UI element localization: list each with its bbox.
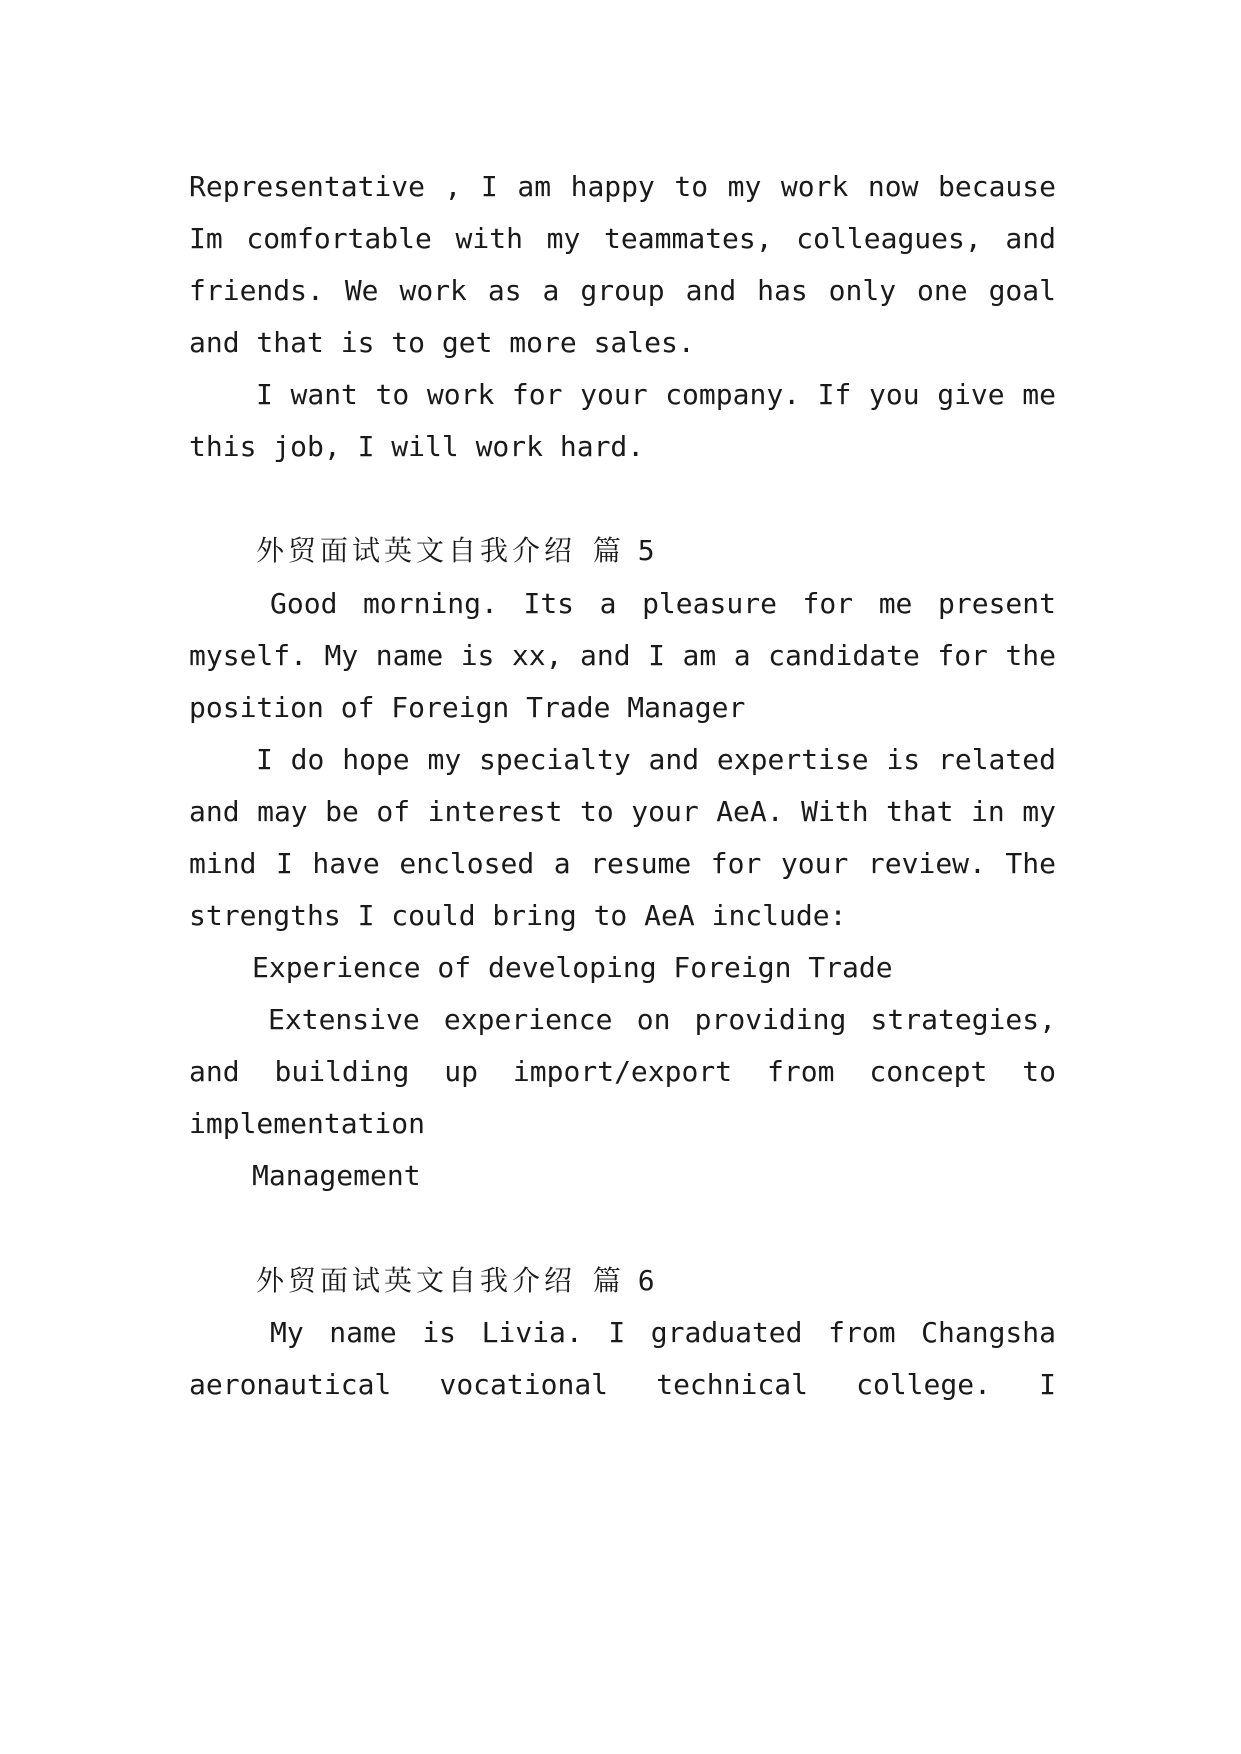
body-line: Management [252,1159,421,1192]
body-line: Experience of developing Foreign Trade [252,951,893,984]
body-line: Extensive experience on providing strategies, [268,1003,1056,1036]
body-line: strengths I could bring to AeA include: [189,899,847,932]
body-line: friends. We work as a group and has only one goal [189,274,1056,307]
body-line: and that is to get more sales. [189,326,695,359]
body-line: Good morning. Its a pleasure for me present [270,587,1056,620]
body-line: mind I have enclosed a resume for your review. The [189,847,1056,880]
section-heading-title: 外贸面试英文自我介绍 [256,1264,577,1297]
body-line: I do hope my specialty and expertise is related [256,743,1056,776]
body-line: position of Foreign Trade Manager [189,691,746,724]
section-heading-title: 外贸面试英文自我介绍 [256,534,577,567]
body-line: myself. My name is xx, and I am a candidate for the [189,639,1056,672]
section-heading [256,1261,655,1301]
section-heading [256,531,655,571]
body-line: I want to work for your company. If you give me [256,378,1056,411]
body-line: this job, I will work hard. [189,430,645,463]
body-line: and may be of interest to your AeA. With that in my [189,795,1056,828]
body-line: Im comfortable with my teammates, colleagues, and [189,222,1056,255]
body-line: aeronautical vocational technical college. I [189,1368,1056,1401]
section-heading-label: 篇 6 [592,1264,655,1297]
body-line: Representative , I am happy to my work now because [189,170,1056,203]
section-heading-label: 篇 5 [592,534,655,567]
body-line: My name is Livia. I graduated from Changsha [270,1316,1056,1349]
body-line: and building up import/export from concept to [189,1055,1056,1088]
body-line: implementation [189,1107,426,1140]
